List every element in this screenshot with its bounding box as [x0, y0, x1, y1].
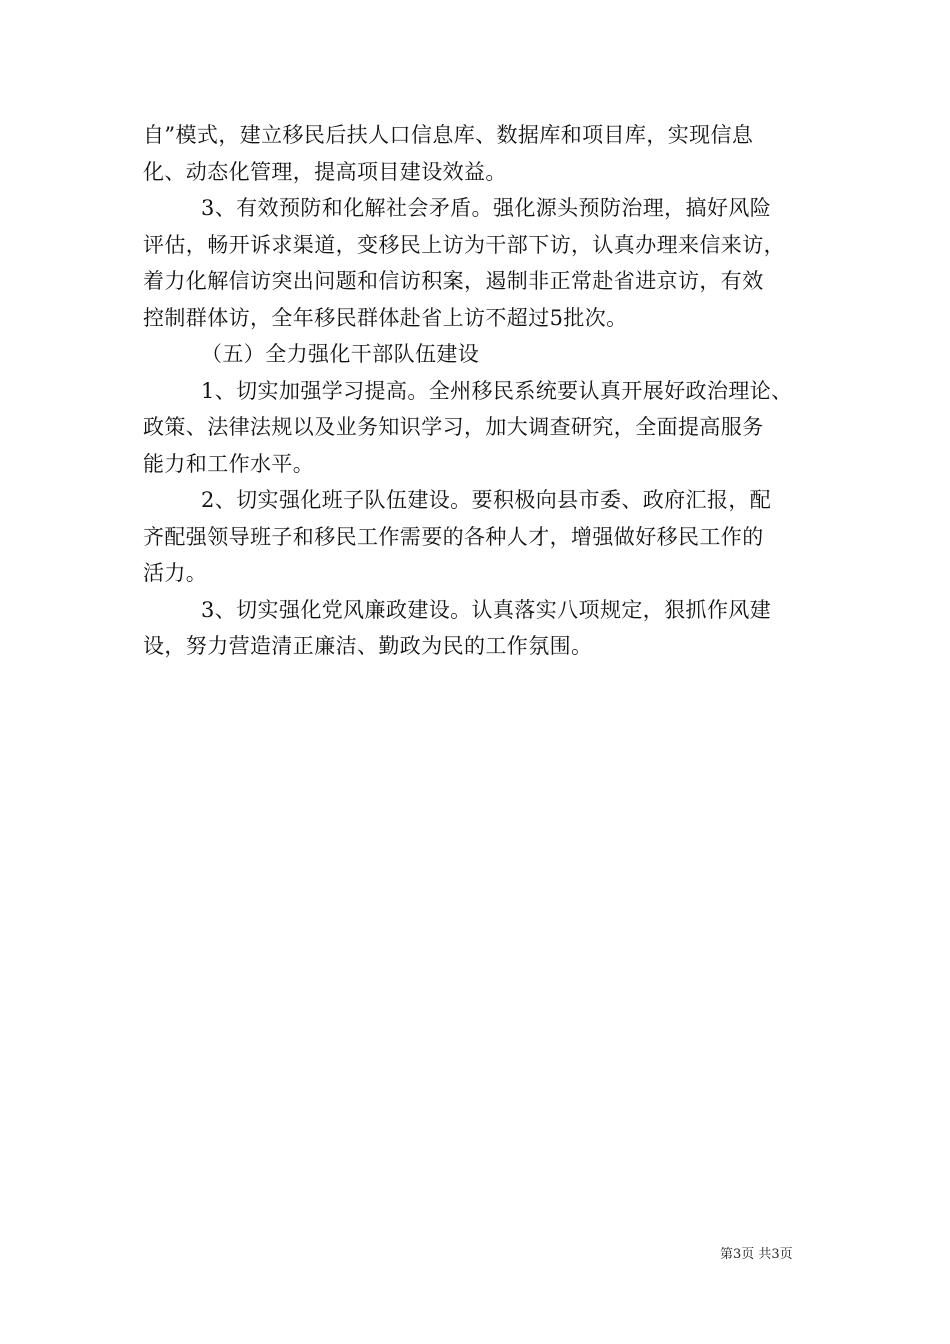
- page-number-footer: 第3页 共3页: [720, 1247, 793, 1262]
- paragraph-line: 活力。: [143, 561, 208, 585]
- paragraph-line: 齐配强领导班子和移民工作需要的各种人才，增强做好移民工作的: [143, 524, 764, 549]
- paragraph-line-item-start: 3、切实强化党风廉政建设。认真落实八项规定，狠抓作风建: [201, 597, 772, 622]
- section-heading: （五）全力强化干部队伍建设: [201, 342, 480, 366]
- paragraph-line-item-start: 1、切实加强学习提高。全州移民系统要认真开展好政治理论、: [201, 378, 793, 403]
- paragraph-line-item-start: 3、有效预防和化解社会矛盾。强化源头预防治理，搞好风险: [201, 196, 772, 220]
- document-body: [143, 117, 813, 665]
- paragraph-line: 能力和工作水平。: [143, 451, 315, 476]
- paragraph-line: 设，努力营造清正廉洁、勤政为民的工作氛围。: [143, 634, 593, 658]
- paragraph-line: 评估，畅开诉求渠道，变移民上访为干部下访，认真办理来信来访，: [143, 232, 785, 257]
- paragraph-line-continuation: 自”模式，建立移民后扶人口信息库、数据库和项目库，实现信息: [143, 123, 754, 147]
- paragraph-line: 着力化解信访突出问题和信访积案，遏制非正常赴省进京访，有效: [143, 269, 764, 293]
- paragraph-line: 政策、法律法规以及业务知识学习，加大调查研究，全面提高服务: [143, 415, 764, 439]
- paragraph-line-item-start: 2、切实强化班子队伍建设。要积极向县市委、政府汇报，配: [201, 488, 772, 512]
- paragraph-line-continuation: 化、动态化管理，提高项目建设效益。: [143, 159, 507, 184]
- paragraph-line: 控制群体访，全年移民群体赴省上访不超过5批次。: [143, 305, 628, 330]
